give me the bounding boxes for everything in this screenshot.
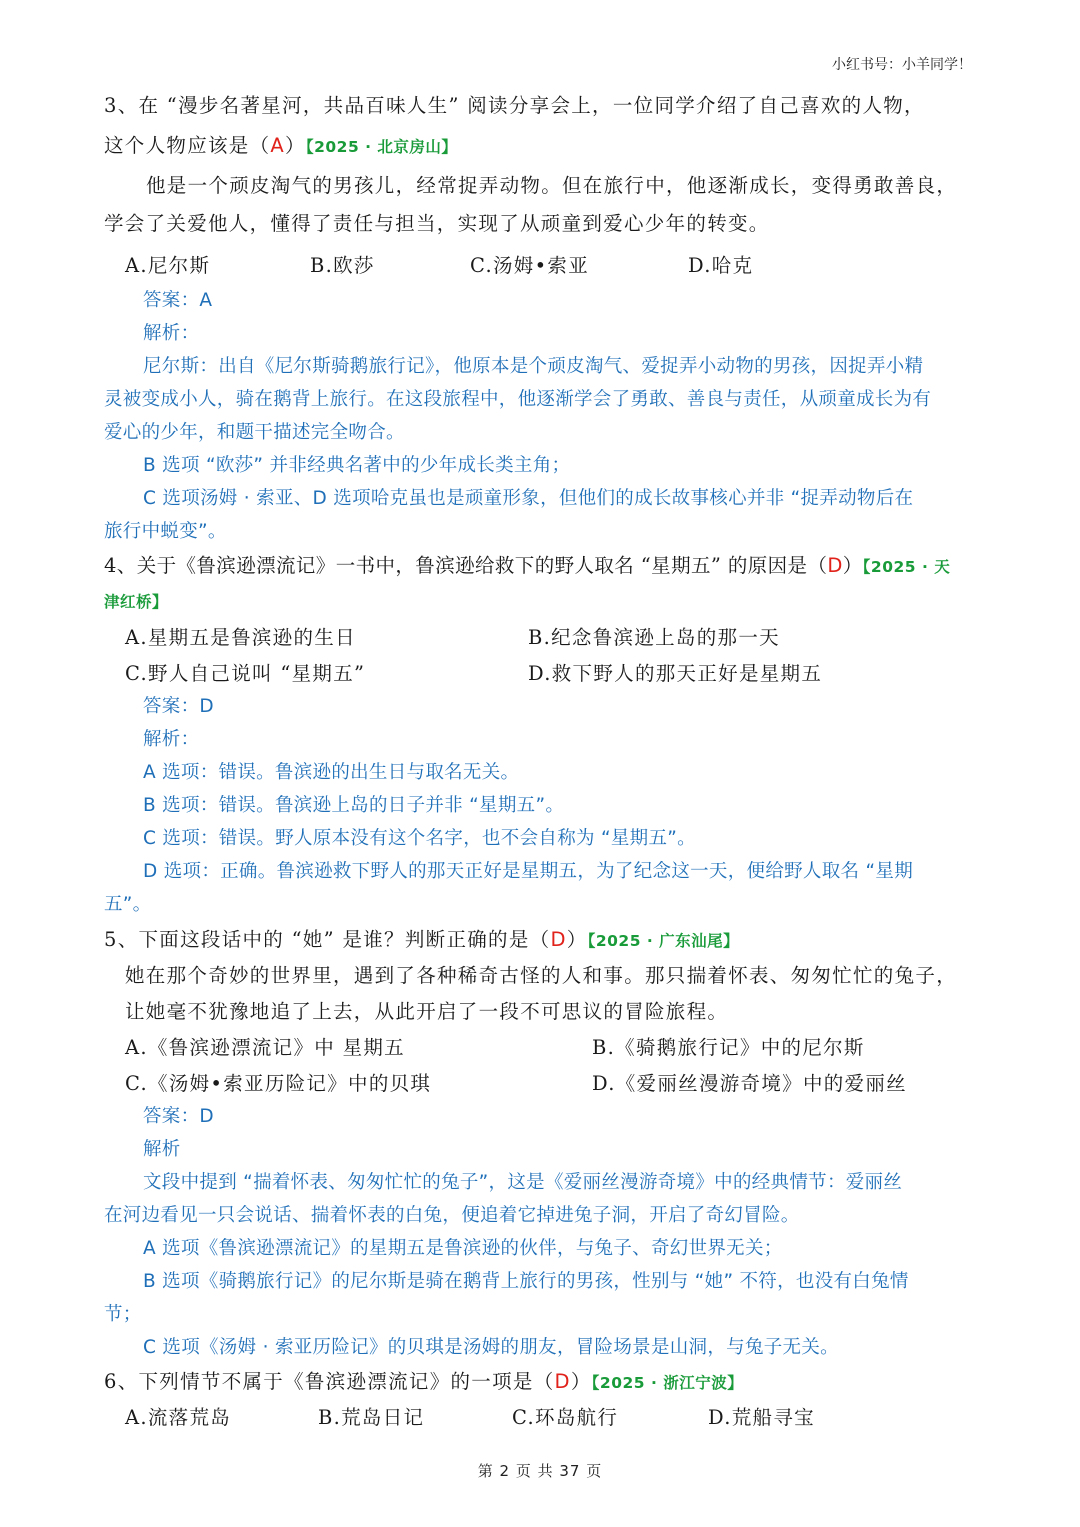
q4-analysis-line: A 选项：错误。鲁滨逊的出生日与取名无关。 [143, 762, 520, 783]
q5-analysis-line: 文段中提到 “揣着怀表、匆匆忙忙的兔子”，这是《爱丽丝漫游奇境》中的经典情节：爱丽丝 [143, 1172, 903, 1193]
q4-analysis-label: 解析： [143, 729, 200, 750]
q3-analysis-line: C 选项汤姆 · 索亚、D 选项哈克虽也是顽童形象，但他们的成长故事核心并非 “捉弄动物后在 [143, 488, 914, 509]
page-number-footer: 第 2 页 共 37 页 [477, 1462, 603, 1480]
q3-passage-line-2: 学会了关爱他人，懂得了责任与担当，实现了从顽童到爱心少年的转变。 [104, 212, 770, 235]
q4-option-b: B.纪念鲁滨逊上岛的那一天 [528, 626, 780, 649]
q3-stem-line-2 [104, 130, 1080, 158]
q3-analysis-line: 灵被变成小人，骑在鹅背上旅行。在这段旅程中，他逐渐学会了勇敢、善良与责任，从顽童成长为有 [104, 389, 932, 410]
q6-source-tag: 【2025 · 浙江宁波】 [591, 1374, 744, 1392]
q3-answer: 答案：A [143, 290, 213, 311]
q3-analysis-line: 旅行中蜕变”。 [104, 521, 227, 542]
q5-option-c: C.《汤姆•索亚历险记》中的贝琪 [125, 1072, 432, 1095]
q5-answer-letter: D [550, 928, 567, 951]
q3-option-b: B.欧莎 [310, 254, 375, 277]
q4-analysis-line: D 选项：正确。鲁滨逊救下野人的那天正好是星期五，为了纪念这一天，便给野人取名 “星期 [143, 861, 913, 882]
q5-stem-prefix: 5、下面这段话中的 “她” 是谁？判断正确的是（ [104, 928, 551, 951]
q5-analysis-label: 解析 [143, 1139, 181, 1160]
q3-option-a: A.尼尔斯 [125, 254, 211, 277]
q3-option-d: D.哈克 [688, 254, 754, 277]
q4-analysis-line: 五”。 [104, 894, 152, 915]
q6-stem-prefix: 6、下列情节不属于《鲁滨逊漂流记》的一项是（ [104, 1370, 555, 1393]
q3-analysis-line: 尼尔斯：出自《尼尔斯骑鹅旅行记》，他原本是个顽皮淘气、爱捉弄小动物的男孩，因捉弄小精 [143, 356, 924, 377]
q4-option-d: D.救下野人的那天正好是星期五 [528, 662, 823, 685]
header-note: 小红书号：小羊同学！ [832, 57, 972, 73]
q6-answer-letter: D [554, 1370, 571, 1393]
q3-source-tag: 【2025 · 北京房山】 [305, 138, 458, 156]
q5-stem-suffix: ） [566, 928, 588, 951]
q5-answer: 答案：D [143, 1106, 214, 1127]
q5-source-tag: 【2025 · 广东汕尾】 [587, 932, 740, 950]
q6-stem-suffix: ） [570, 1370, 592, 1393]
q4-stem-line-1 [104, 550, 1080, 578]
q3-stem-suffix: ） [285, 134, 306, 157]
q5-analysis-line: C 选项《汤姆 · 索亚历险记》的贝琪是汤姆的朋友，冒险场景是山洞，与兔子无关。 [143, 1337, 839, 1358]
q4-source-line-2 [104, 590, 1080, 612]
q6-option-c: C.环岛航行 [512, 1406, 619, 1429]
q3-analysis-label: 解析： [143, 323, 200, 344]
q5-passage-line-1: 她在那个奇妙的世界里，遇到了各种稀奇古怪的人和事。那只揣着怀表、匆匆忙忙的兔子， [125, 964, 958, 987]
q5-analysis-line: B 选项《骑鹅旅行记》的尼尔斯是骑在鹅背上旅行的男孩，性别与 “她” 不符，也没有白兔情 [143, 1271, 909, 1292]
q5-analysis-line: 节； [104, 1304, 142, 1325]
q4-source-tag: 【2025 · 天 [862, 558, 951, 576]
q4-source-tag-cont: 津红桥】 [104, 593, 169, 611]
q6-option-b: B.荒岛日记 [318, 1406, 425, 1429]
q6-option-a: A.流落荒岛 [125, 1406, 232, 1429]
q3-analysis-line: B 选项 “欧莎” 并非经典名著中的少年成长类主角； [143, 455, 571, 476]
q5-passage-line-2: 让她毫不犹豫地追了上去，从此开启了一段不可思议的冒险旅程。 [125, 1000, 729, 1023]
q4-option-c: C.野人自己说叫 “星期五” [125, 662, 366, 685]
q6-stem [104, 1366, 1080, 1394]
q5-option-a: A.《鲁滨逊漂流记》中 星期五 [125, 1036, 405, 1059]
q4-stem-prefix: 4、关于《鲁滨逊漂流记》一书中，鲁滨逊给救下的野人取名 “星期五” 的原因是（ [104, 554, 828, 577]
q3-option-c: C.汤姆•索亚 [470, 254, 590, 277]
q4-analysis-line: B 选项：错误。鲁滨逊上岛的日子并非 “星期五”。 [143, 795, 565, 816]
q5-stem [104, 924, 1080, 952]
q3-stem-prefix: 这个人物应该是（ [104, 134, 271, 157]
q4-option-a: A.星期五是鲁滨逊的生日 [125, 626, 356, 649]
q4-analysis-line: C 选项：错误。野人原本没有这个名字，也不会自称为 “星期五”。 [143, 828, 696, 849]
q4-stem-suffix: ） [842, 554, 863, 577]
q5-option-d: D.《爱丽丝漫游奇境》中的爱丽丝 [592, 1072, 907, 1095]
q3-passage-line-1: 他是一个顽皮淘气的男孩儿，经常捉弄动物。但在旅行中，他逐渐成长，变得勇敢善良， [146, 174, 958, 197]
q3-answer-letter: A [270, 134, 286, 157]
q3-analysis-line: 爱心的少年，和题干描述完全吻合。 [104, 422, 405, 443]
q5-analysis-line: A 选项《鲁滨逊漂流记》的星期五是鲁滨逊的伙伴，与兔子、奇幻世界无关； [143, 1238, 783, 1259]
q6-option-d: D.荒船寻宝 [708, 1406, 815, 1429]
q5-analysis-line: 在河边看见一只会说话、揣着怀表的白兔，便追着它掉进兔子洞，开启了奇幻冒险。 [104, 1205, 800, 1226]
q4-answer-letter: D [827, 554, 843, 577]
q3-stem-line-1: 3、在 “漫步名著星河，共品百味人生” 阅读分享会上，一位同学介绍了自己喜欢的人物， [104, 94, 925, 117]
q5-option-b: B.《骑鹅旅行记》中的尼尔斯 [592, 1036, 865, 1059]
q4-answer: 答案：D [143, 696, 214, 717]
